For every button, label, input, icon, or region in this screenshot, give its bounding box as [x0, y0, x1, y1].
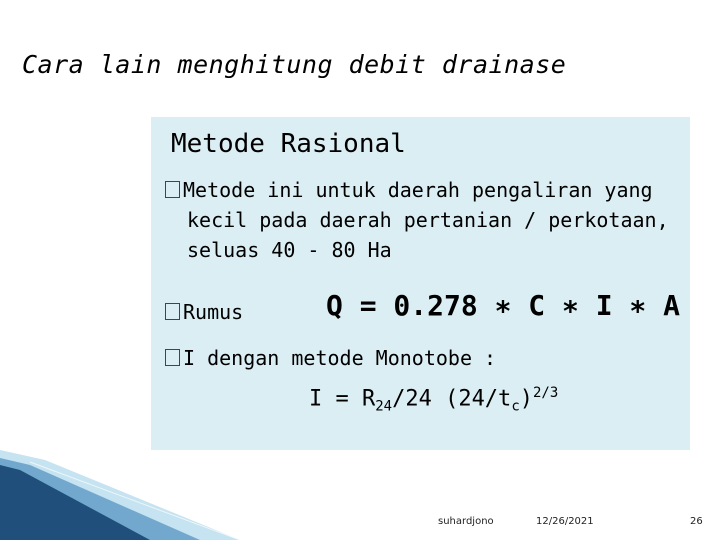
bullet-description [165, 175, 669, 265]
formula-i-exponent: 2/3 [533, 385, 559, 401]
formula-i-sub-c: c [511, 398, 520, 415]
bullet-rumus [165, 297, 243, 327]
formula-i-sub-24: 24 [375, 398, 393, 415]
formula-i-close: ) [519, 386, 533, 412]
formula-q: Q = 0.278 ∗ C ∗ I ∗ A [326, 289, 681, 322]
monotobe-label: I dengan metode Monotobe : [183, 346, 497, 370]
formula-i-mid: /24 (24/t [392, 386, 512, 412]
rumus-label: Rumus [183, 300, 244, 324]
description-line-3: seluas 40 - 80 Ha [187, 238, 392, 262]
content-box [151, 117, 690, 450]
footer-author: suhardjono [438, 516, 494, 527]
description-line-1: Metode ini untuk daerah pengaliran yang [183, 178, 653, 202]
description-line-2: kecil pada daerah pertanian / perkotaan, [187, 208, 669, 232]
section-heading: Metode Rasional [171, 129, 406, 159]
page-number: 26 [690, 516, 703, 527]
formula-i [309, 385, 558, 415]
slide-title: Cara lain menghitung debit drainase [22, 50, 567, 79]
formula-i-prefix: I = R [309, 386, 376, 412]
bullet-icon [165, 349, 180, 366]
bullet-icon [165, 303, 180, 320]
decorative-ribbon [0, 450, 240, 540]
bullet-icon [165, 181, 180, 198]
footer-date: 12/26/2021 [536, 516, 594, 527]
bullet-monotobe [165, 343, 496, 373]
